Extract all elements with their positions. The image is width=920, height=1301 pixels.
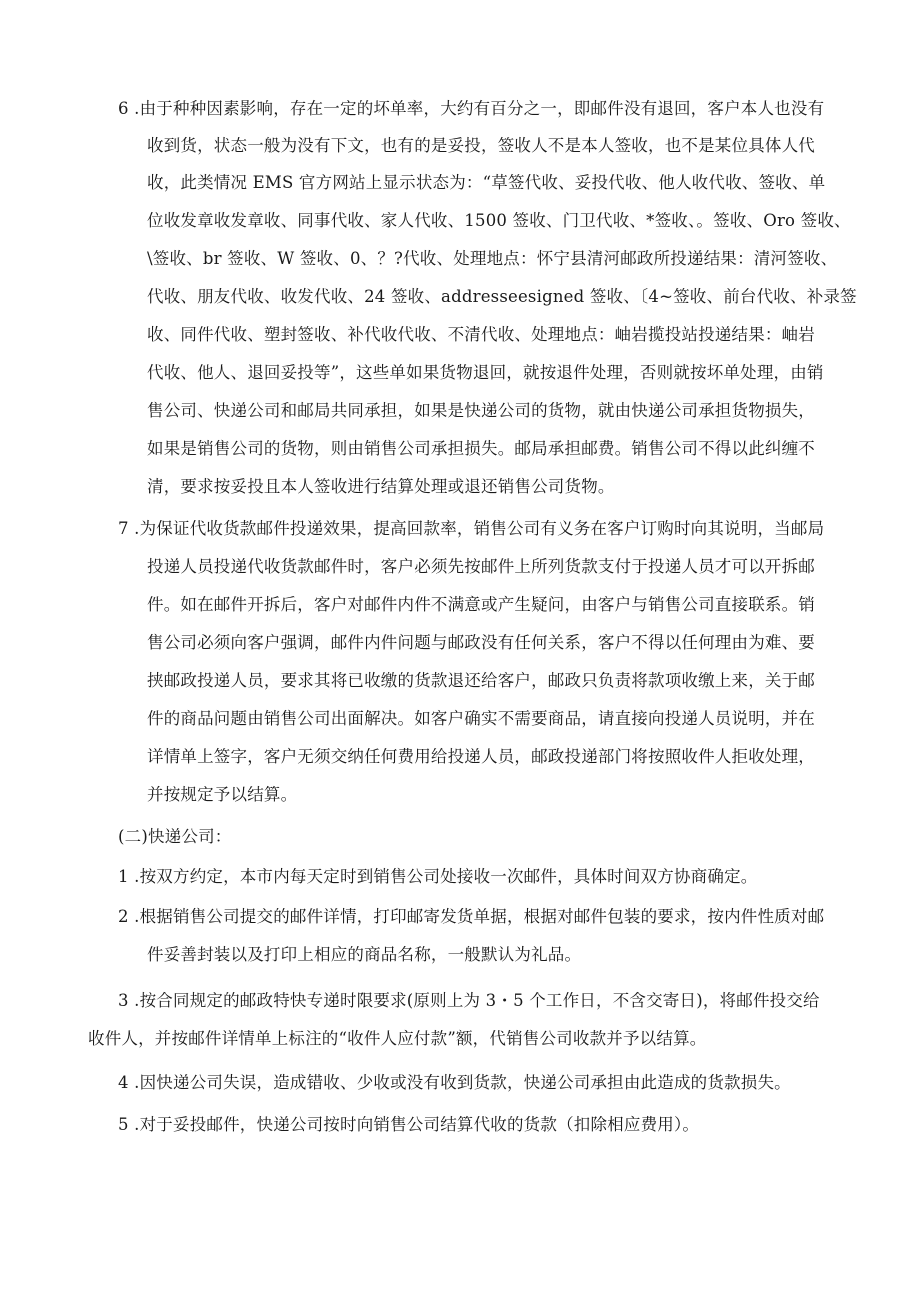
item7-line-8: 并按规定予以结算。: [147, 785, 298, 804]
item7-line-5: 挟邮政投递人员，要求其将已收缴的货款退还给客户，邮政只负责将款项收缴上来，关于邮: [147, 671, 815, 690]
item7-line-7: 详情单上签字，客户无须交纳任何费用给投递人员，邮政投递部门将按照收件人拒收处理，: [147, 747, 815, 766]
item6-line-10: 如果是销售公司的货物，则由销售公司承担损失。邮局承担邮费。销售公司不得以此纠缠不: [147, 439, 815, 458]
item7-line-3: 件。如在邮件开拆后，客户对邮件内件不满意或产生疑问，由客户与销售公司直接联系。销: [147, 595, 815, 614]
section2-item4: 4 .因快递公司失误，造成错收、少收或没有收到货款，快递公司承担由此造成的货款损失。: [118, 1073, 791, 1092]
item7-line-4: 售公司必须向客户强调，邮件内件问题与邮政没有任何关系，客户不得以任何理由为难、要: [147, 633, 815, 652]
section2-item5: 5 .对于妥投邮件，快递公司按时向销售公司结算代收的货款（扣除相应费用）。: [118, 1115, 700, 1134]
section2-item1: 1 .按双方约定，本市内每天定时到销售公司处接收一次邮件，具体时间双方协商确定。: [118, 867, 758, 886]
item6-line-7: 收、同件代收、塑封签收、补代收代收、不清代收、处理地点：岫岩揽投站投递结果：岫岩: [147, 325, 815, 344]
section2-item3-line-1: 3 .按合同规定的邮政特快专递时限要求(原则上为 3・5 个工作日，不含交寄日)，将邮件投交给: [118, 991, 820, 1010]
item6-line-3: 收，此类情况 EMS 官方网站上显示状态为：“草签代收、妥投代收、他人收代收、签收、单: [147, 173, 826, 192]
item7-line-2: 投递人员投递代收货款邮件时，客户必须先按邮件上所列货款支付于投递人员才可以开拆邮: [147, 557, 815, 576]
item6-line-8: 代收、他人、退回妥投等”，这些单如果货物退回，就按退件处理，否则就按坏单处理，由销: [147, 363, 824, 382]
item6-line-11: 清，要求按妥投且本人签收进行结算处理或退还销售公司货物。: [147, 477, 615, 496]
item6-line-5: \签收、br 签收、W 签收、0、？?代收、处理地点：怀宁县清河邮政所投递结果：清河签收、: [147, 249, 838, 268]
item7-line-6: 件的商品问题由销售公司出面解决。如客户确实不需要商品，请直接向投递人员说明，并在: [147, 709, 815, 728]
section2-item2-line-1: 2 .根据销售公司提交的邮件详情，打印邮寄发货单据，根据对邮件包装的要求，按内件性质对邮: [118, 907, 825, 926]
section2-item2-line-2: 件妥善封装以及打印上相应的商品名称，一般默认为礼品。: [147, 945, 582, 964]
item6-line-4: 位收发章收发章收、同事代收、家人代收、1500 签收、门卫代收、*签收、。签收、Oro 签收、: [147, 211, 851, 230]
section2-heading: (二)快递公司：: [118, 827, 232, 846]
item6-line-1: 6 .由于种种因素影响，存在一定的坏单率，大约有百分之一，即邮件没有退回，客户本人也没有: [118, 99, 825, 118]
item6-line-6: 代收、朋友代收、收发代收、24 签收、addresseesigned 签收、〔4~签收、前台代收、补录签: [147, 287, 857, 306]
item6-line-9: 售公司、快递公司和邮局共同承担，如果是快递公司的货物，就由快递公司承担货物损失，: [147, 401, 815, 420]
item7-line-1: 7 .为保证代收货款邮件投递效果，提高回款率，销售公司有义务在客户订购时向其说明，当邮局: [118, 519, 825, 538]
section2-item3-line-2: 收件人，并按邮件详情单上标注的“收件人应付款”额，代销售公司收款并予以结算。: [88, 1029, 707, 1048]
item6-line-2: 收到货，状态一般为没有下文，也有的是妥投，签收人不是本人签收，也不是某位具体人代: [147, 136, 815, 155]
